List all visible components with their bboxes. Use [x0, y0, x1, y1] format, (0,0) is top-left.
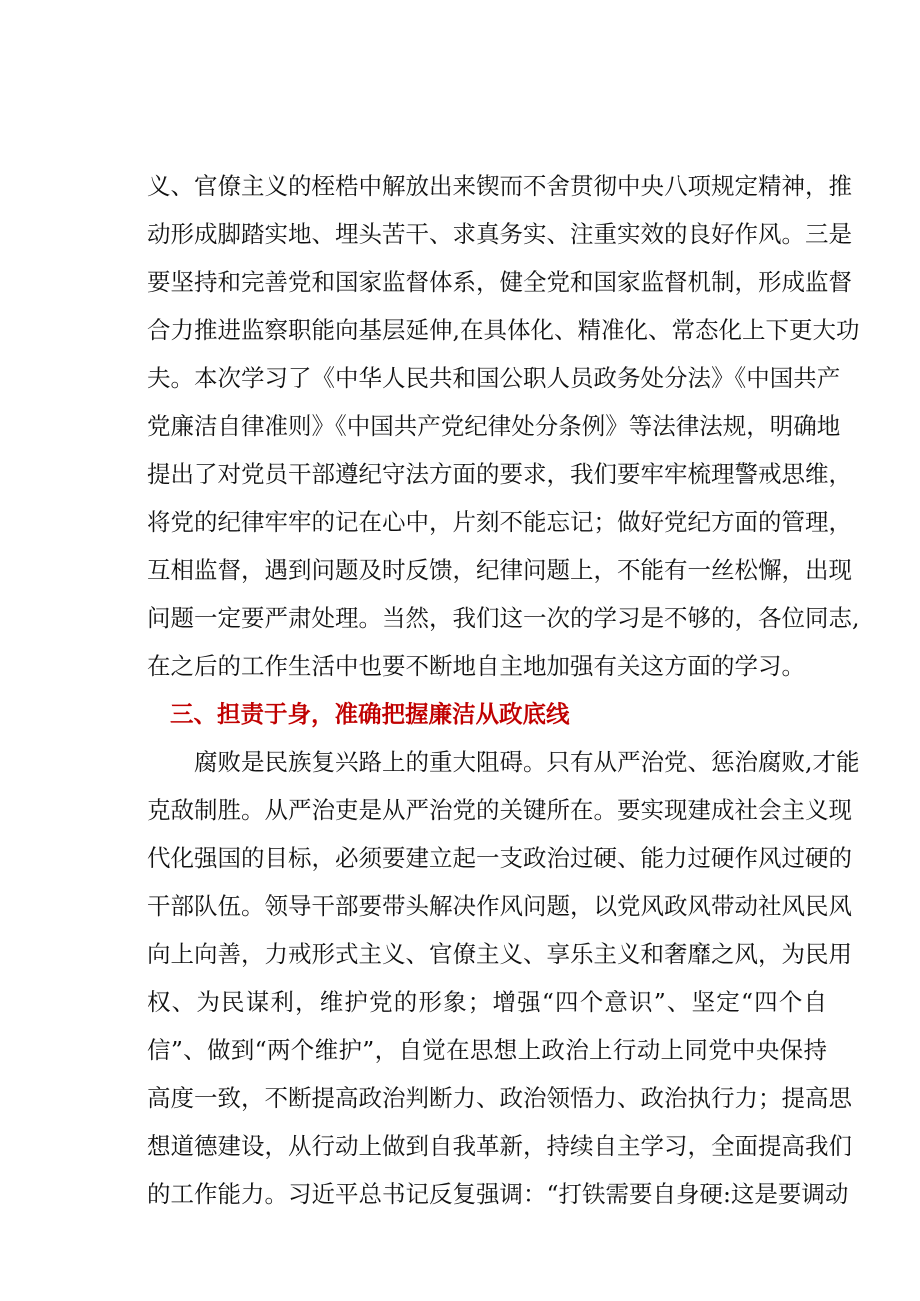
- paragraph-line: 高度一致，不断提高政治判断力、政治领悟力、政治执行力；提高思: [147, 1084, 852, 1112]
- paragraph-line: 义、官僚主义的桎梏中解放出来锲而不舍贯彻中央八项规定精神，推: [147, 172, 852, 200]
- paragraph-line: 在之后的工作生活中也要不断地自主地加强有关这方面的学习。: [147, 652, 805, 680]
- paragraph-line: 的工作能力。习近平总书记反复强调：“打铁需要自身硬:这是要调动: [147, 1180, 849, 1208]
- paragraph-line: 提出了对党员干部遵纪守法方面的要求，我们要牢牢梳理警戒思维，: [147, 460, 852, 488]
- section-heading: 三、担责于身，准确把握廉洁从政底线: [170, 700, 570, 728]
- paragraph-line: 问题一定要严肃处理。当然，我们这一次的学习是不够的，各位同志,: [147, 604, 860, 632]
- paragraph-line: 腐败是民族复兴路上的重大阻碍。只有从严治党、惩治腐败,才能: [194, 748, 860, 776]
- paragraph-line: 权、为民谋利，维护党的形象；增强“四个意识”、坚定“四个自: [147, 988, 827, 1016]
- paragraph-line: 代化强国的目标，必须要建立起一支政治过硬、能力过硬作风过硬的: [147, 844, 852, 872]
- paragraph-line: 将党的纪律牢牢的记在心中，片刻不能忘记；做好党纪方面的管理，: [147, 508, 852, 536]
- paragraph-line: 夫。本次学习了《中华人民共和国公职人员政务处分法》《中国共产: [147, 364, 841, 392]
- paragraph-line: 合力推进监察职能向基层延伸,在具体化、精准化、常态化上下更大功: [147, 316, 860, 344]
- paragraph-line: 信”、做到“两个维护”，自觉在思想上政治上行动上同党中央保持: [147, 1036, 827, 1064]
- paragraph-line: 要坚持和完善党和国家监督体系，健全党和国家监督机制，形成监督: [147, 268, 852, 296]
- paragraph-line: 向上向善，力戒形式主义、官僚主义、享乐主义和奢靡之风，为民用: [147, 940, 852, 968]
- paragraph-line: 互相监督，遇到问题及时反馈，纪律问题上，不能有一丝松懈，出现: [147, 556, 852, 584]
- paragraph-line: 干部队伍。领导干部要带头解决作风问题，以党风政风带动社风民风: [147, 892, 852, 920]
- paragraph-line: 想道德建设，从行动上做到自我革新，持续自主学习，全面提高我们: [147, 1132, 852, 1160]
- paragraph-line: 动形成脚踏实地、埋头苦干、求真务实、注重实效的良好作风。三是: [147, 220, 852, 248]
- paragraph-line: 党廉洁自律准则》《中国共产党纪律处分条例》等法律法规，明确地: [147, 412, 841, 440]
- paragraph-line: 克敌制胜。从严治吏是从严治党的关键所在。要实现建成社会主义现: [147, 796, 852, 824]
